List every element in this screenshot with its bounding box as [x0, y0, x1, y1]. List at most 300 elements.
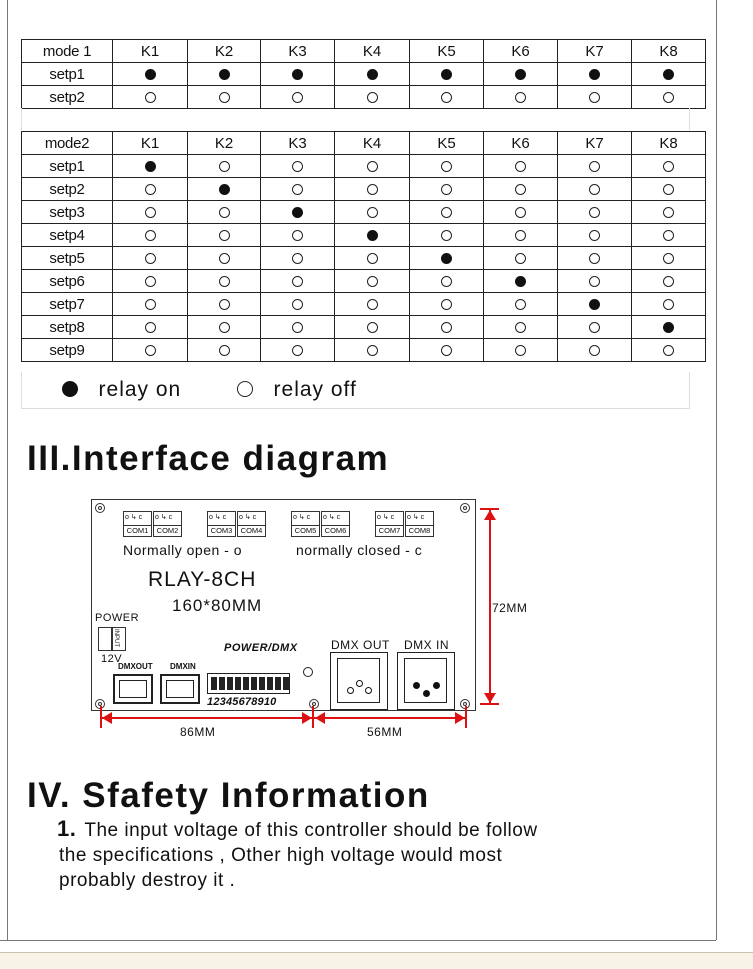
legend-relay-on — [62, 378, 181, 402]
relay-switch-symbol: o ↳ c — [377, 514, 395, 521]
legend-off-label: relay off — [273, 378, 357, 401]
table-row — [22, 270, 706, 293]
section-heading-safety-information: IV. Sfafety Information — [27, 776, 430, 815]
filled-circle-icon — [145, 69, 156, 80]
relay-state-cell — [632, 316, 706, 339]
step-label: setp6 — [22, 270, 113, 293]
filled-circle-icon — [367, 69, 378, 80]
arrow-up-icon — [484, 510, 496, 520]
empty-circle-icon — [292, 92, 303, 103]
relay-state-cell — [410, 316, 484, 339]
empty-circle-icon — [145, 299, 156, 310]
relay-state-cell — [261, 270, 335, 293]
empty-circle-icon — [367, 161, 378, 172]
empty-circle-icon — [515, 207, 526, 218]
relay-switch-symbol: o ↳ c — [293, 514, 311, 521]
relay-switch-symbol: o ↳ c — [209, 514, 227, 521]
relay-com-label: COM7 — [376, 525, 403, 535]
relay-com-label: COM3 — [208, 525, 235, 535]
legend-on-label: relay on — [98, 378, 182, 401]
relay-terminal — [375, 511, 404, 537]
relay-state-cell — [410, 247, 484, 270]
relay-state-cell — [335, 178, 410, 201]
page-frame-right — [716, 0, 717, 940]
relay-column-header: K5 — [410, 40, 484, 63]
table-row — [22, 224, 706, 247]
relay-state-cell — [410, 201, 484, 224]
table-row — [22, 316, 706, 339]
safety-text-line: The input voltage of this controller should be follow — [84, 820, 538, 841]
empty-circle-icon — [589, 230, 600, 241]
empty-circle-icon — [663, 299, 674, 310]
empty-circle-icon — [441, 276, 452, 287]
relay-switch-symbol: o ↳ c — [155, 514, 173, 521]
relay-state-cell — [335, 86, 410, 109]
relay-column-header: K4 — [335, 132, 410, 155]
relay-state-cell — [261, 224, 335, 247]
relay-state-cell — [410, 339, 484, 362]
relay-state-cell — [558, 155, 632, 178]
item-number: 1. — [57, 816, 77, 841]
empty-circle-icon — [145, 276, 156, 287]
voltage-label: 12V — [101, 653, 123, 665]
table-row — [22, 339, 706, 362]
relay-state-cell — [558, 86, 632, 109]
table-row — [22, 178, 706, 201]
step-label: setp7 — [22, 293, 113, 316]
filled-circle-icon — [145, 161, 156, 172]
relay-column-header: K3 — [261, 132, 335, 155]
relay-state-cell — [410, 155, 484, 178]
empty-circle-icon — [367, 207, 378, 218]
table-row — [22, 86, 706, 109]
empty-circle-icon — [663, 161, 674, 172]
empty-circle-icon — [292, 184, 303, 195]
empty-circle-icon — [367, 299, 378, 310]
filled-circle-icon — [589, 69, 600, 80]
empty-circle-icon — [515, 92, 526, 103]
page-frame-bottom — [0, 940, 716, 941]
power-terminal — [98, 627, 112, 651]
relay-column-header: K4 — [335, 40, 410, 63]
empty-circle-icon — [219, 253, 230, 264]
arrow-right-icon — [302, 712, 312, 724]
relay-state-cell — [558, 201, 632, 224]
empty-circle-icon — [367, 345, 378, 356]
relay-terminal — [321, 511, 350, 537]
safety-item-1-line-3: probably destroy it . — [59, 870, 236, 891]
power-dmx-label: POWER/DMX — [224, 642, 298, 654]
relay-state-cell — [632, 86, 706, 109]
page-frame-left — [7, 0, 8, 940]
relay-state-cell — [558, 293, 632, 316]
table-row — [22, 155, 706, 178]
relay-state-cell — [484, 201, 558, 224]
empty-circle-icon — [441, 92, 452, 103]
empty-circle-icon — [145, 345, 156, 356]
empty-circle-icon — [589, 161, 600, 172]
relay-state-cell — [188, 339, 261, 362]
relay-state-cell — [261, 201, 335, 224]
filled-circle-icon — [589, 299, 600, 310]
relay-state-cell — [410, 63, 484, 86]
relay-column-header: K5 — [410, 132, 484, 155]
relay-state-cell — [484, 293, 558, 316]
relay-state-cell — [261, 86, 335, 109]
relay-state-cell — [484, 178, 558, 201]
relay-column-header: K6 — [484, 40, 558, 63]
relay-switch-symbol: o ↳ c — [323, 514, 341, 521]
mode2-relay-table — [21, 131, 706, 362]
relay-state-cell — [261, 293, 335, 316]
empty-circle-icon — [515, 161, 526, 172]
relay-state-cell — [261, 316, 335, 339]
relay-column-header: K1 — [113, 132, 188, 155]
empty-circle-icon — [589, 92, 600, 103]
empty-circle-icon — [515, 299, 526, 310]
relay-switch-symbol: o ↳ c — [125, 514, 143, 521]
empty-circle-icon — [663, 230, 674, 241]
relay-terminal — [291, 511, 320, 537]
dimension-line-right — [314, 717, 466, 719]
empty-circle-icon — [441, 345, 452, 356]
step-label: setp1 — [22, 155, 113, 178]
relay-state-cell — [188, 201, 261, 224]
relay-state-cell — [188, 86, 261, 109]
relay-state-cell — [261, 178, 335, 201]
relay-state-cell — [484, 86, 558, 109]
empty-circle-icon — [663, 276, 674, 287]
step-label: setp9 — [22, 339, 113, 362]
arrow-left-icon — [102, 712, 112, 724]
dimension-line-left — [101, 717, 313, 719]
empty-circle-icon — [367, 322, 378, 333]
relay-column-header: K1 — [113, 40, 188, 63]
relay-state-cell — [113, 201, 188, 224]
board-size-label: 160*80MM — [172, 596, 263, 615]
relay-state-cell — [484, 270, 558, 293]
filled-circle-icon — [292, 207, 303, 218]
relay-com-label: COM5 — [292, 525, 319, 535]
relay-state-cell — [632, 178, 706, 201]
relay-state-cell — [261, 247, 335, 270]
relay-terminal — [123, 511, 152, 537]
table-row — [22, 247, 706, 270]
relay-state-cell — [484, 155, 558, 178]
table-row — [22, 293, 706, 316]
empty-circle-icon — [441, 207, 452, 218]
empty-circle-icon — [589, 207, 600, 218]
legend-relay-off — [237, 378, 357, 402]
rj45-dmx-out-port — [113, 674, 153, 704]
table-spacer — [21, 108, 690, 130]
rj45-dmx-in-port — [160, 674, 200, 704]
step-label: setp4 — [22, 224, 113, 247]
empty-circle-icon — [515, 230, 526, 241]
empty-circle-icon — [441, 184, 452, 195]
relay-state-cell — [261, 63, 335, 86]
relay-state-cell — [558, 247, 632, 270]
relay-terminal — [237, 511, 266, 537]
relay-state-cell — [113, 270, 188, 293]
status-led-icon — [303, 667, 313, 677]
relay-state-cell — [335, 293, 410, 316]
relay-state-cell — [484, 247, 558, 270]
empty-circle-icon — [237, 381, 253, 397]
dip-numbers: 12345678910 — [207, 696, 277, 708]
empty-circle-icon — [367, 253, 378, 264]
empty-circle-icon — [219, 322, 230, 333]
empty-circle-icon — [515, 345, 526, 356]
relay-column-header: K3 — [261, 40, 335, 63]
relay-switch-symbol: o ↳ c — [407, 514, 425, 521]
dmx-out-label: DMX OUT — [331, 638, 390, 652]
dip-switch — [207, 673, 290, 694]
relay-com-label: COM1 — [124, 525, 151, 535]
empty-circle-icon — [292, 253, 303, 264]
relay-column-header: K8 — [632, 132, 706, 155]
relay-state-cell — [632, 293, 706, 316]
empty-circle-icon — [292, 161, 303, 172]
mode-label: mode 1 — [22, 40, 113, 63]
model-label: RLAY-8CH — [148, 568, 257, 591]
relay-column-header: K7 — [558, 40, 632, 63]
relay-com-label: COM8 — [406, 525, 433, 535]
table-header-row — [22, 40, 706, 63]
relay-state-cell — [261, 339, 335, 362]
filled-circle-icon — [219, 69, 230, 80]
empty-circle-icon — [589, 253, 600, 264]
filled-circle-icon — [515, 276, 526, 287]
empty-circle-icon — [219, 92, 230, 103]
relay-state-cell — [335, 247, 410, 270]
relay-state-cell — [113, 247, 188, 270]
filled-circle-icon — [663, 69, 674, 80]
empty-circle-icon — [292, 299, 303, 310]
relay-column-header: K2 — [188, 40, 261, 63]
relay-state-cell — [335, 339, 410, 362]
relay-column-header: K8 — [632, 40, 706, 63]
relay-state-cell — [335, 155, 410, 178]
empty-circle-icon — [515, 184, 526, 195]
arrow-down-icon — [484, 693, 496, 703]
relay-state-cell — [188, 178, 261, 201]
dimension-line-height — [489, 510, 491, 703]
dmx-in-label: DMX IN — [404, 638, 449, 652]
filled-circle-icon — [663, 322, 674, 333]
relay-state-cell — [632, 201, 706, 224]
step-label: setp5 — [22, 247, 113, 270]
relay-state-cell — [632, 270, 706, 293]
filled-circle-icon — [62, 381, 78, 397]
table-header-row — [22, 132, 706, 155]
power-label: POWER — [95, 612, 140, 624]
mode1-relay-table — [21, 39, 706, 109]
empty-circle-icon — [219, 276, 230, 287]
xlr-dmx-out-port — [330, 652, 388, 710]
relay-state-cell — [113, 178, 188, 201]
relay-state-cell — [335, 201, 410, 224]
relay-state-cell — [335, 224, 410, 247]
safety-item-1-line-2: the specifications , Other high voltage would most — [59, 845, 503, 866]
empty-circle-icon — [515, 322, 526, 333]
empty-circle-icon — [663, 253, 674, 264]
arrow-left-icon — [315, 712, 325, 724]
empty-circle-icon — [292, 276, 303, 287]
relay-switch-symbol: o ↳ c — [239, 514, 257, 521]
empty-circle-icon — [219, 345, 230, 356]
relay-state-cell — [335, 316, 410, 339]
relay-state-cell — [484, 63, 558, 86]
relay-state-cell — [632, 155, 706, 178]
relay-state-cell — [558, 339, 632, 362]
screw-hole-icon — [309, 699, 319, 709]
relay-state-cell — [558, 178, 632, 201]
screw-hole-icon — [460, 503, 470, 513]
relay-state-cell — [188, 270, 261, 293]
relay-column-header: K7 — [558, 132, 632, 155]
empty-circle-icon — [219, 207, 230, 218]
relay-state-cell — [484, 316, 558, 339]
footer-strip — [0, 952, 753, 969]
empty-circle-icon — [292, 345, 303, 356]
relay-state-cell — [113, 155, 188, 178]
dmxout-small-label: DMXOUT — [118, 662, 153, 671]
relay-state-cell — [113, 316, 188, 339]
relay-state-cell — [632, 224, 706, 247]
empty-circle-icon — [367, 92, 378, 103]
empty-circle-icon — [219, 230, 230, 241]
dimension-tick — [480, 703, 499, 705]
normally-open-label: Normally open - o — [123, 542, 242, 558]
relay-state-cell — [410, 178, 484, 201]
dimension-right-label: 56MM — [367, 725, 403, 739]
relay-state-cell — [484, 224, 558, 247]
step-label: setp8 — [22, 316, 113, 339]
normally-closed-label: normally closed - c — [296, 542, 423, 558]
empty-circle-icon — [589, 345, 600, 356]
empty-circle-icon — [663, 345, 674, 356]
filled-circle-icon — [367, 230, 378, 241]
empty-circle-icon — [145, 207, 156, 218]
xlr-dmx-in-port — [397, 652, 455, 710]
arrow-right-icon — [455, 712, 465, 724]
relay-state-cell — [188, 316, 261, 339]
step-label: setp2 — [22, 178, 113, 201]
empty-circle-icon — [145, 322, 156, 333]
empty-circle-icon — [145, 184, 156, 195]
relay-state-cell — [558, 316, 632, 339]
empty-circle-icon — [145, 92, 156, 103]
relay-terminal — [153, 511, 182, 537]
dimension-left-label: 86MM — [180, 725, 216, 739]
empty-circle-icon — [441, 322, 452, 333]
filled-circle-icon — [441, 69, 452, 80]
relay-state-cell — [113, 86, 188, 109]
relay-state-cell — [188, 155, 261, 178]
empty-circle-icon — [292, 230, 303, 241]
relay-state-cell — [335, 63, 410, 86]
empty-circle-icon — [589, 184, 600, 195]
relay-state-cell — [113, 63, 188, 86]
input-label: INPUT — [113, 629, 119, 647]
relay-state-cell — [410, 224, 484, 247]
relay-com-label: COM4 — [238, 525, 265, 535]
empty-circle-icon — [663, 184, 674, 195]
empty-circle-icon — [145, 253, 156, 264]
relay-state-cell — [410, 86, 484, 109]
empty-circle-icon — [145, 230, 156, 241]
dimension-height-label: 72MM — [492, 601, 528, 615]
relay-state-cell — [632, 247, 706, 270]
dmxin-small-label: DMXIN — [170, 662, 196, 671]
section-heading-interface-diagram: III.Interface diagram — [27, 439, 390, 478]
empty-circle-icon — [441, 230, 452, 241]
relay-state-cell — [558, 63, 632, 86]
relay-terminal — [405, 511, 434, 537]
relay-state-cell — [632, 339, 706, 362]
empty-circle-icon — [367, 184, 378, 195]
relay-state-cell — [188, 224, 261, 247]
relay-com-label: COM2 — [154, 525, 181, 535]
filled-circle-icon — [219, 184, 230, 195]
relay-state-cell — [188, 63, 261, 86]
filled-circle-icon — [515, 69, 526, 80]
empty-circle-icon — [219, 161, 230, 172]
relay-state-cell — [410, 293, 484, 316]
empty-circle-icon — [292, 322, 303, 333]
filled-circle-icon — [292, 69, 303, 80]
empty-circle-icon — [367, 276, 378, 287]
empty-circle-icon — [515, 253, 526, 264]
empty-circle-icon — [589, 276, 600, 287]
step-label: setp1 — [22, 63, 113, 86]
relay-state-cell — [113, 224, 188, 247]
safety-item-1-line-1 — [57, 816, 538, 843]
relay-state-cell — [558, 224, 632, 247]
empty-circle-icon — [589, 322, 600, 333]
empty-circle-icon — [663, 92, 674, 103]
relay-state-cell — [558, 270, 632, 293]
empty-circle-icon — [441, 299, 452, 310]
relay-column-header: K6 — [484, 132, 558, 155]
dimension-tick — [465, 706, 467, 728]
relay-state-cell — [335, 270, 410, 293]
empty-circle-icon — [219, 299, 230, 310]
step-label: setp2 — [22, 86, 113, 109]
screw-hole-icon — [95, 503, 105, 513]
relay-state-cell — [484, 339, 558, 362]
filled-circle-icon — [441, 253, 452, 264]
mode-label: mode2 — [22, 132, 113, 155]
empty-circle-icon — [441, 161, 452, 172]
relay-legend — [21, 372, 690, 409]
empty-circle-icon — [663, 207, 674, 218]
relay-state-cell — [632, 63, 706, 86]
relay-column-header: K2 — [188, 132, 261, 155]
relay-com-label: COM6 — [322, 525, 349, 535]
table-row — [22, 63, 706, 86]
relay-state-cell — [188, 247, 261, 270]
table-row — [22, 201, 706, 224]
relay-state-cell — [113, 339, 188, 362]
relay-state-cell — [188, 293, 261, 316]
relay-terminal — [207, 511, 236, 537]
relay-state-cell — [113, 293, 188, 316]
relay-state-cell — [261, 155, 335, 178]
step-label: setp3 — [22, 201, 113, 224]
relay-state-cell — [410, 270, 484, 293]
